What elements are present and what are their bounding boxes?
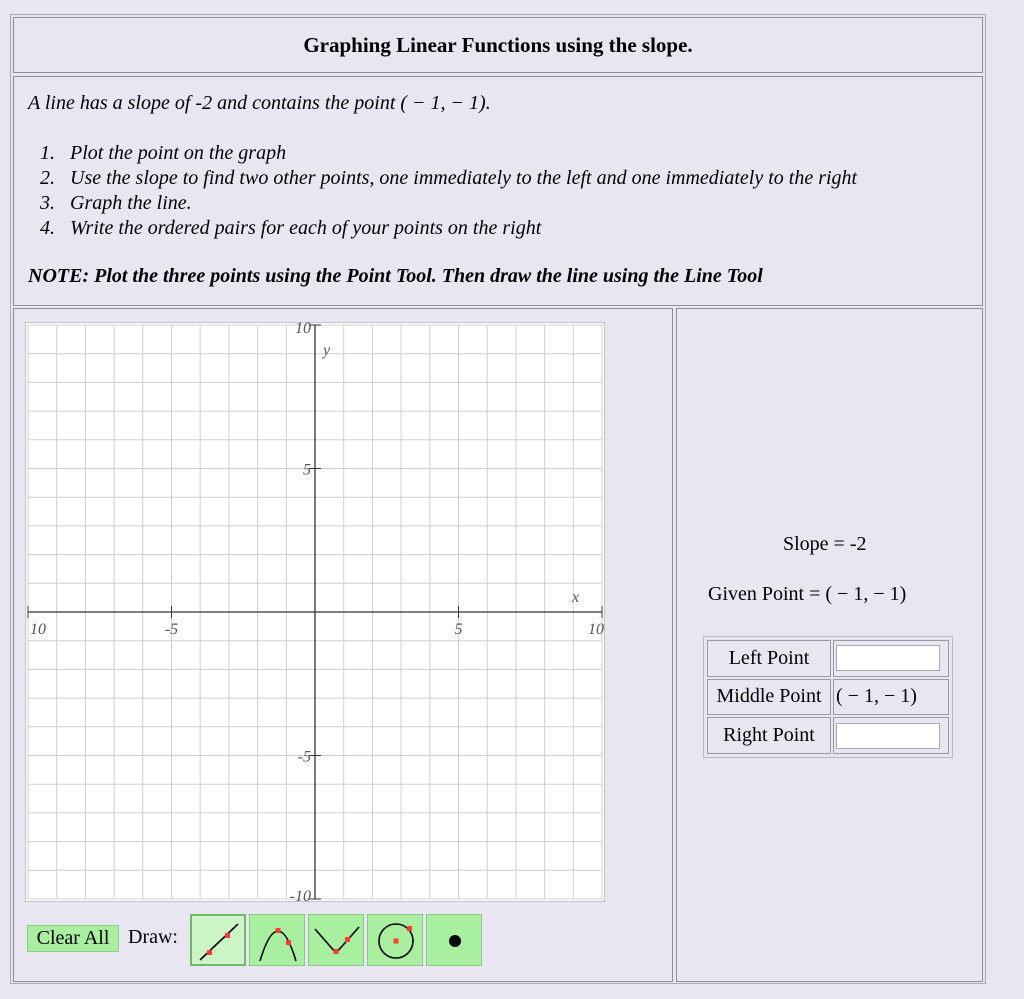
- circle-tool-button[interactable]: [367, 914, 423, 966]
- instruction-list: [40, 141, 857, 241]
- parabola-tool-button[interactable]: [249, 914, 305, 966]
- slope-text: Slope = -2: [783, 533, 867, 555]
- x-axis-label: x: [572, 589, 580, 606]
- parabola-icon: [250, 915, 306, 967]
- x-tick-label: -5: [164, 621, 179, 638]
- left-point-label: Left Point: [707, 640, 831, 677]
- table-row: [707, 640, 949, 677]
- y-axis-label: y: [323, 342, 331, 359]
- right-point-input[interactable]: [836, 723, 940, 749]
- left-point-input[interactable]: [836, 645, 940, 671]
- line-icon: [192, 916, 248, 968]
- line-tool-button[interactable]: [190, 914, 246, 966]
- absolute-value-tool-button[interactable]: [308, 914, 364, 966]
- absolute-value-icon: [309, 915, 365, 967]
- y-tick-label: 5: [303, 461, 311, 479]
- instruction-item: 1. Plot the point on the graph: [40, 142, 287, 164]
- ordered-pairs-table: [703, 636, 953, 758]
- given-point-text: Given Point = ( − 1, − 1): [708, 583, 907, 605]
- y-tick-label: -10: [289, 888, 311, 902]
- right-point-label: Right Point: [707, 717, 831, 754]
- x-tick-label: 10: [30, 621, 46, 638]
- coordinate-graph[interactable]: [25, 322, 605, 902]
- draw-toolbar: [25, 914, 495, 966]
- table-row: [707, 717, 949, 754]
- instruction-item: 4. Write the ordered pairs for each of your points on the right: [40, 217, 542, 239]
- instruction-item: 3. Graph the line.: [40, 192, 192, 214]
- clear-all-button[interactable]: Clear All: [27, 925, 119, 952]
- point-icon: [427, 915, 483, 967]
- right-point-cell: [833, 717, 949, 754]
- point-tool-button[interactable]: [426, 914, 482, 966]
- draw-label: Draw:: [128, 926, 178, 948]
- y-tick-label: -5: [297, 748, 311, 766]
- page-title: [13, 17, 983, 73]
- problem-statement: [13, 76, 983, 306]
- page-title-text: Graphing Linear Functions using the slope.: [303, 32, 693, 57]
- left-point-cell: [833, 640, 949, 677]
- y-tick-label: 10: [295, 322, 311, 337]
- x-tick-label: 10: [588, 621, 604, 638]
- x-tick-label: 5: [454, 621, 463, 638]
- middle-point-label: Middle Point: [707, 679, 831, 716]
- instruction-item: 2. Use the slope to find two other points, one immediately to the left and one immediately to the right: [40, 167, 858, 189]
- table-row: [707, 679, 949, 716]
- problem-intro: A line has a slope of -2 and contains the point ( − 1, − 1).: [28, 92, 491, 114]
- circle-icon: [368, 915, 424, 967]
- middle-point-value: ( − 1, − 1): [833, 679, 949, 716]
- note-text: NOTE: Plot the three points using the Point Tool. Then draw the line using the Line Tool: [28, 265, 763, 287]
